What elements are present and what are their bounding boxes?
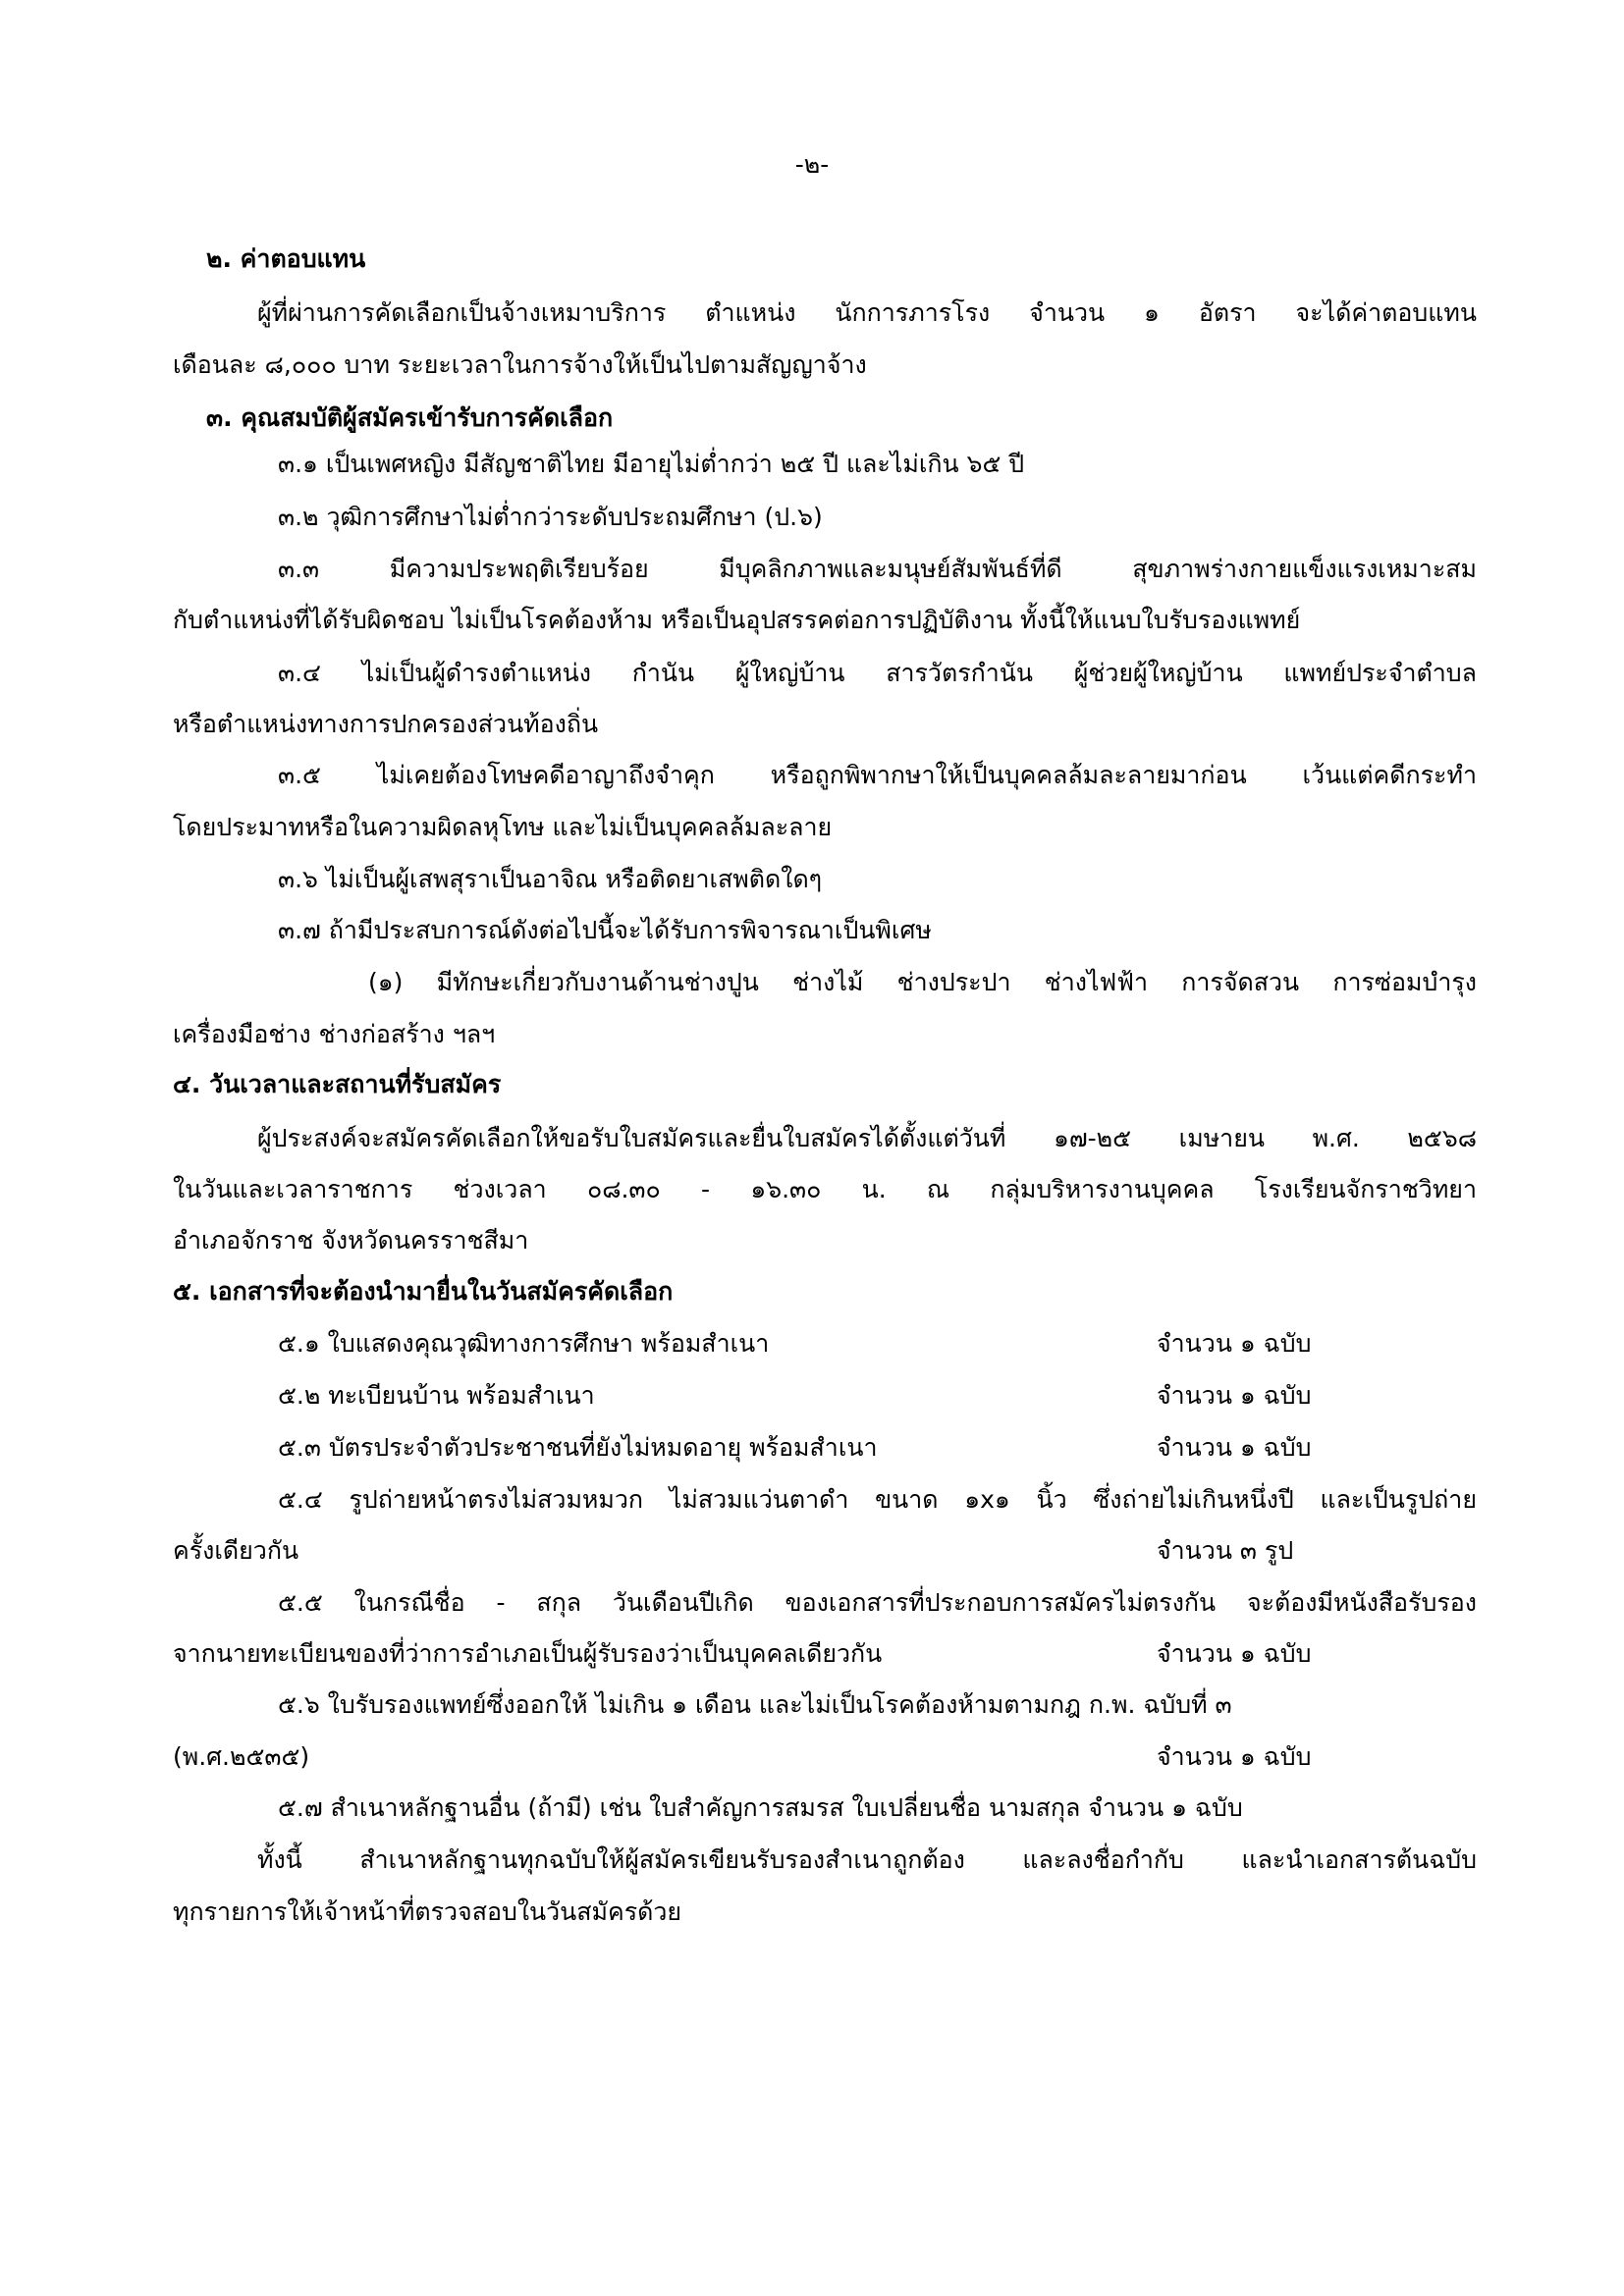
document-quantity: จำนวน ๑ ฉบับ — [1157, 1329, 1312, 1358]
qualification-item-continued: หรือตำแหน่งทางการปกครองส่วนท้องถิ่น — [173, 710, 599, 738]
section-3-heading: ๓. คุณสมบัติผู้สมัครเข้ารับการคัดเลือก — [206, 403, 614, 432]
qualification-item: ๓.๖ ไม่เป็นผู้เสพสุราเป็นอาจิณ หรือติดยาเสพติดใดๆ — [278, 865, 823, 893]
section-4-paragraph: อำเภอจักราช จังหวัดนครราชสีมา — [173, 1226, 529, 1255]
section-4-paragraph: ผู้ประสงค์จะสมัครคัดเลือกให้ขอรับใบสมัครและยื่นใบสมัครได้ตั้งแต่วันที่ ๑๗-๒๕ เมษายน พ.ศ. ๒๕๖๘ — [257, 1124, 1477, 1152]
document-quantity: จำนวน ๑ ฉบับ — [1157, 1433, 1312, 1462]
qualification-item: ๓.๑ เป็นเพศหญิง มีสัญชาติไทย มีอายุไม่ต่ำกว่า ๒๕ ปี และไม่เกิน ๖๕ ปี — [278, 450, 1025, 478]
qualification-subitem-continued: เครื่องมือช่าง ช่างก่อสร้าง ฯลฯ — [173, 1020, 496, 1048]
document-item: ๕.๖ ใบรับรองแพทย์ซึ่งออกให้ ไม่เกิน ๑ เดือน และไม่เป็นโรคต้องห้ามตามกฎ ก.พ. ฉบับที่ ๓ — [278, 1690, 1232, 1719]
closing-note: ทั้งนี้ สำเนาหลักฐานทุกฉบับให้ผู้สมัครเขียนรับรองสำเนาถูกต้อง และลงชื่อกำกับ และนำเอกสารต้นฉบับ — [257, 1845, 1477, 1874]
qualification-item-continued: กับตำแหน่งที่ได้รับผิดชอบ ไม่เป็นโรคต้องห้าม หรือเป็นอุปสรรคต่อการปฏิบัติงาน ทั้งนี้ให้แนบใบรับรองแพทย์ — [173, 606, 1301, 634]
section-2-heading: ๒. ค่าตอบแทน — [206, 244, 366, 273]
qualification-item: ๓.๒ วุฒิการศึกษาไม่ต่ำกว่าระดับประถมศึกษา (ป.๖) — [278, 503, 823, 531]
document-item: ๕.๕ ในกรณีชื่อ - สกุล วันเดือนปีเกิด ของเอกสารที่ประกอบการสมัครไม่ตรงกัน จะต้องมีหนังสือรับรอง — [278, 1588, 1477, 1617]
document-item: ๕.๓ บัตรประจำตัวประชาชนที่ยังไม่หมดอายุ พร้อมสำเนา — [278, 1433, 878, 1462]
section-2-paragraph: เดือนละ ๘,๐๐๐ บาท ระยะเวลาในการจ้างให้เป็นไปตามสัญญาจ้าง — [173, 350, 867, 379]
qualification-item: ๓.๓ มีความประพฤติเรียบร้อย มีบุคลิกภาพและมนุษย์สัมพันธ์ที่ดี สุขภาพร่างกายแข็งแรงเหมาะสม — [278, 555, 1477, 583]
page-number: -๒- — [794, 150, 830, 179]
qualification-item-continued: โดยประมาทหรือในความผิดลหุโทษ และไม่เป็นบุคคลล้มละลาย — [173, 813, 833, 841]
section-2-paragraph: ผู้ที่ผ่านการคัดเลือกเป็นจ้างเหมาบริการ ตำแหน่ง นักการภารโรง จำนวน ๑ อัตรา จะได้ค่าตอบแทน — [257, 298, 1477, 327]
document-item-continued: (พ.ศ.๒๕๓๕) — [173, 1742, 310, 1771]
document-item-continued: จากนายทะเบียนของที่ว่าการอำเภอเป็นผู้รับรองว่าเป็นบุคคลเดียวกัน — [173, 1639, 883, 1668]
document-item: ๕.๔ รูปถ่ายหน้าตรงไม่สวมหมวก ไม่สวมแว่นตาดำ ขนาด ๑x๑ นิ้ว ซึ่งถ่ายไม่เกินหนึ่งปี และเป็นรูปถ่าย — [278, 1485, 1477, 1514]
document-quantity: จำนวน ๓ รูป — [1157, 1536, 1294, 1565]
qualification-subitem: (๑) มีทักษะเกี่ยวกับงานด้านช่างปูน ช่างไม้ ช่างประปา ช่างไฟฟ้า การจัดสวน การซ่อมบำรุง — [368, 968, 1477, 996]
document-item: ๕.๑ ใบแสดงคุณวุฒิทางการศึกษา พร้อมสำเนา — [278, 1329, 770, 1358]
section-4-heading: ๔. วันเวลาและสถานที่รับสมัคร — [173, 1070, 502, 1098]
document-item: ๕.๗ สำเนาหลักฐานอื่น (ถ้ามี) เช่น ใบสำคัญการสมรส ใบเปลี่ยนชื่อ นามสกุล จำนวน ๑ ฉบับ — [278, 1793, 1243, 1822]
document-quantity: จำนวน ๑ ฉบับ — [1157, 1639, 1312, 1668]
document-quantity: จำนวน ๑ ฉบับ — [1157, 1742, 1312, 1771]
qualification-item: ๓.๕ ไม่เคยต้องโทษคดีอาญาถึงจำคุก หรือถูกพิพากษาให้เป็นบุคคลล้มละลายมาก่อน เว้นแต่คดีกระทำ — [278, 761, 1477, 789]
section-4-paragraph: ในวันและเวลาราชการ ช่วงเวลา ๐๘.๓๐ - ๑๖.๓๐ น. ณ กลุ่มบริหารงานบุคคล โรงเรียนจักราชวิทยา — [173, 1175, 1477, 1203]
qualification-item: ๓.๗ ถ้ามีประสบการณ์ดังต่อไปนี้จะได้รับการพิจารณาเป็นพิเศษ — [278, 916, 932, 944]
document-item: ๕.๒ ทะเบียนบ้าน พร้อมสำเนา — [278, 1381, 595, 1410]
closing-note-continued: ทุกรายการให้เจ้าหน้าที่ตรวจสอบในวันสมัครด้วย — [173, 1897, 682, 1926]
document-item-continued: ครั้งเดียวกัน — [173, 1536, 299, 1565]
qualification-item: ๓.๔ ไม่เป็นผู้ดำรงตำแหน่ง กำนัน ผู้ใหญ่บ้าน สารวัตรกำนัน ผู้ช่วยผู้ใหญ่บ้าน แพทย์ประจำตำบล — [278, 659, 1477, 687]
document-quantity: จำนวน ๑ ฉบับ — [1157, 1381, 1312, 1410]
section-5-heading: ๕. เอกสารที่จะต้องนำมายื่นในวันสมัครคัดเลือก — [173, 1277, 674, 1306]
